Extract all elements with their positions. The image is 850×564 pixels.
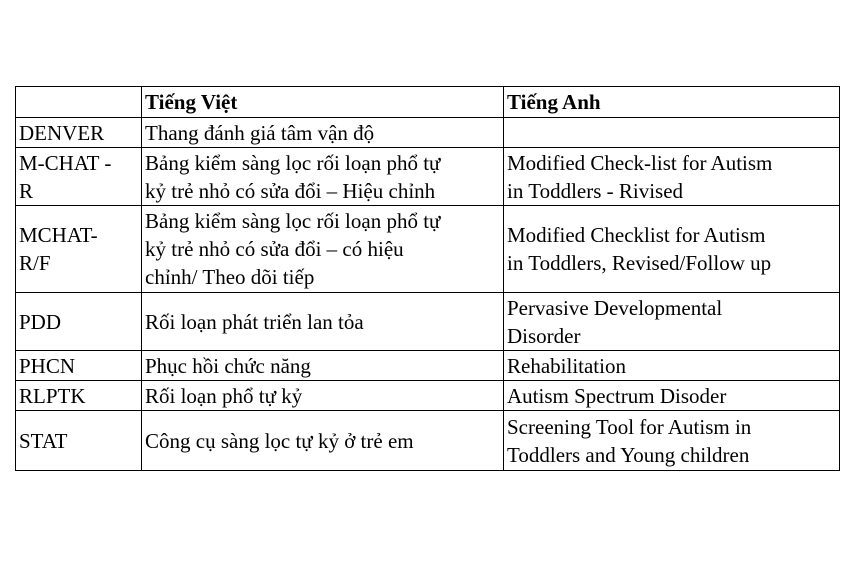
row-vietnamese: Rối loạn phổ tự kỷ	[142, 381, 504, 411]
abbreviation-table	[15, 86, 840, 471]
table-header-row	[16, 87, 840, 118]
row-vietnamese: Phục hồi chức năng	[142, 351, 504, 381]
row-english: Pervasive Developmental Disorder	[504, 293, 840, 351]
row-english: Autism Spectrum Disoder	[504, 381, 840, 411]
row-abbreviation: RLPTK	[16, 381, 142, 411]
header-vietnamese: Tiếng Việt	[142, 87, 504, 118]
row-english: Rehabilitation	[504, 351, 840, 381]
row-english: Screening Tool for Autism in Toddlers and Young children	[504, 411, 840, 471]
row-abbreviation: PDD	[16, 293, 142, 351]
row-vietnamese: Thang đánh giá tâm vận độ	[142, 118, 504, 148]
table-row	[16, 293, 840, 351]
row-vietnamese: Công cụ sàng lọc tự kỷ ở trẻ em	[142, 411, 504, 471]
row-abbreviation: M-CHAT - R	[16, 148, 142, 206]
table-row	[16, 206, 840, 293]
row-abbreviation: MCHAT- R/F	[16, 206, 142, 293]
header-english: Tiếng Anh	[504, 87, 840, 118]
table-row	[16, 381, 840, 411]
row-abbreviation: DENVER	[16, 118, 142, 148]
table-row	[16, 351, 840, 381]
row-abbreviation: STAT	[16, 411, 142, 471]
table-row	[16, 148, 840, 206]
header-abbreviation	[16, 87, 142, 118]
table-row	[16, 411, 840, 471]
table-row	[16, 118, 840, 148]
row-vietnamese: Bảng kiểm sàng lọc rối loạn phổ tự kỷ trẻ nhỏ có sửa đổi – Hiệu chỉnh	[142, 148, 504, 206]
row-english: Modified Check-list for Autism in Toddlers - Rivised	[504, 148, 840, 206]
row-vietnamese: Bảng kiểm sàng lọc rối loạn phổ tự kỷ trẻ nhỏ có sửa đổi – có hiệu chỉnh/ Theo dõi tiếp	[142, 206, 504, 293]
row-english: Modified Checklist for Autism in Toddlers, Revised/Follow up	[504, 206, 840, 293]
row-english	[504, 118, 840, 148]
row-vietnamese: Rối loạn phát triển lan tỏa	[142, 293, 504, 351]
row-abbreviation: PHCN	[16, 351, 142, 381]
